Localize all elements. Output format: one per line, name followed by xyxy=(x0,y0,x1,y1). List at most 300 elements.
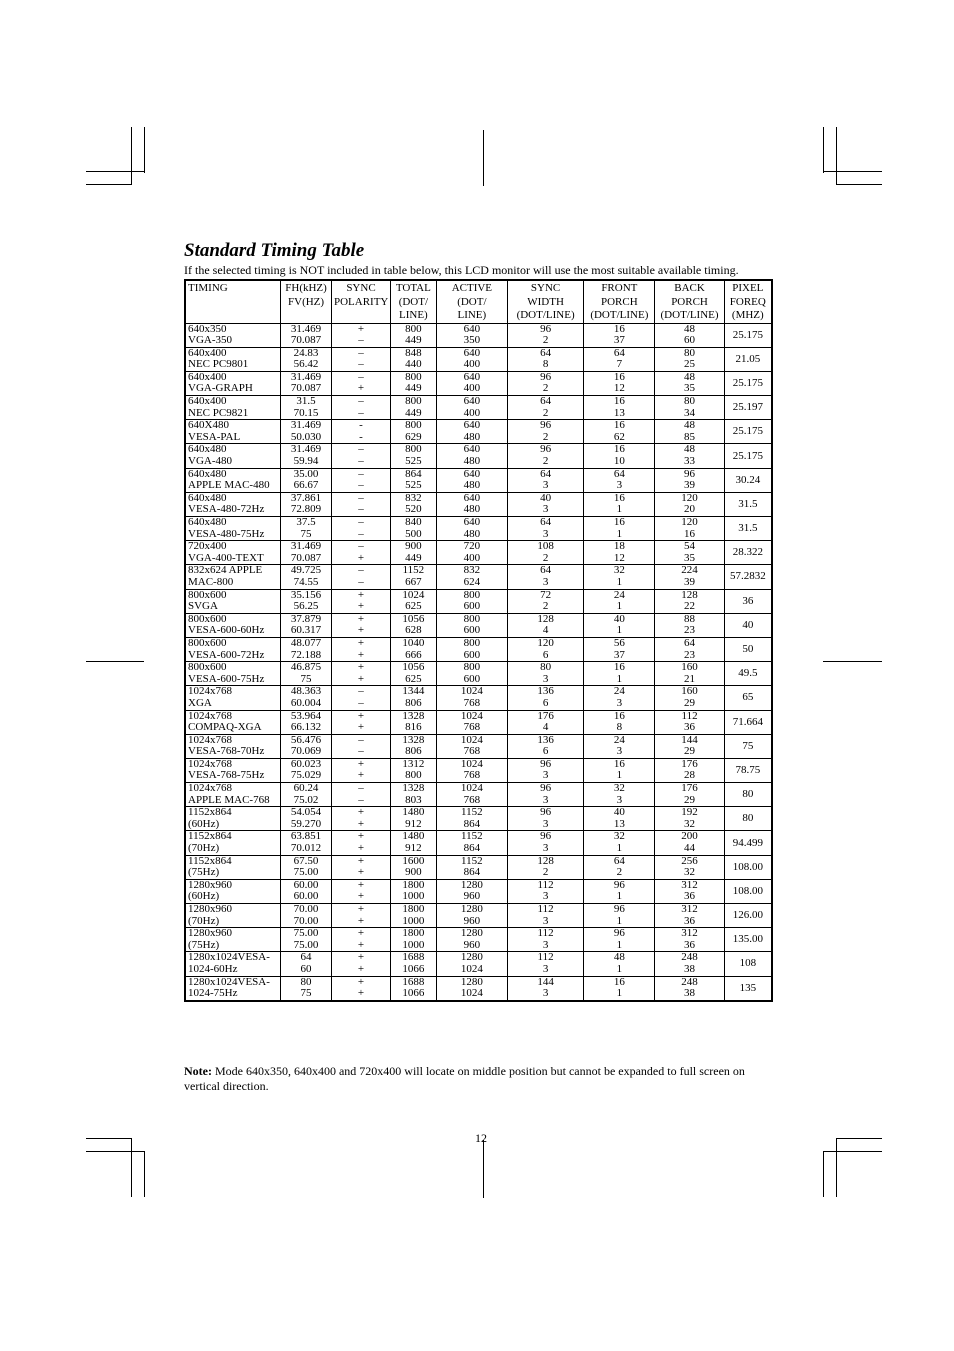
table-cell: 29 xyxy=(655,698,724,710)
table-row xyxy=(185,722,772,734)
table-cell: 1 xyxy=(584,625,655,637)
table-cell: 600 xyxy=(436,674,507,686)
table-cell: + xyxy=(331,383,390,395)
pixel-frequency-cell: 108.00 xyxy=(724,879,772,903)
table-cell: 60.004 xyxy=(281,698,332,710)
table-row xyxy=(185,625,772,637)
table-cell: 96 xyxy=(507,323,583,335)
table-cell: 3 xyxy=(584,746,655,758)
table-cell: 640 xyxy=(436,323,507,335)
table-cell: 144 xyxy=(655,734,724,746)
table-cell: 25 xyxy=(655,359,724,371)
table-cell: (60Hz) xyxy=(185,819,281,831)
table-cell: + xyxy=(331,637,390,649)
table-cell: 449 xyxy=(390,335,436,347)
table-cell: – xyxy=(331,335,390,347)
table-cell: 70.087 xyxy=(281,553,332,565)
crop-mark xyxy=(86,1151,144,1152)
table-cell: 640x350 xyxy=(185,323,281,335)
table-cell: 36 xyxy=(655,722,724,734)
table-cell: 23 xyxy=(655,625,724,637)
table-cell: 24.83 xyxy=(281,347,332,359)
table-cell: XGA xyxy=(185,698,281,710)
table-cell: VESA-600-75Hz xyxy=(185,674,281,686)
table-cell: 36 xyxy=(655,891,724,903)
table-cell: 768 xyxy=(436,795,507,807)
table-row xyxy=(185,843,772,855)
table-cell: 16 xyxy=(584,420,655,432)
table-cell: 80 xyxy=(507,662,583,674)
table-cell: 70.012 xyxy=(281,843,332,855)
table-row xyxy=(185,456,772,468)
table-cell: 800x600 xyxy=(185,589,281,601)
table-cell: 1328 xyxy=(390,734,436,746)
table-cell: 70.087 xyxy=(281,383,332,395)
table-cell: + xyxy=(331,650,390,662)
table-cell: 16 xyxy=(584,758,655,770)
table-cell: + xyxy=(331,722,390,734)
table-row xyxy=(185,504,772,516)
column-header xyxy=(584,280,655,323)
column-header-line: ACTIVE xyxy=(451,282,493,294)
table-cell: 1280 xyxy=(436,928,507,940)
table-cell: 3 xyxy=(507,674,583,686)
table-cell: 1 xyxy=(584,529,655,541)
table-cell: 800 xyxy=(436,637,507,649)
pixel-frequency-cell: 50 xyxy=(724,637,772,661)
crop-mark xyxy=(823,1151,882,1152)
table-cell: 16 xyxy=(584,323,655,335)
table-cell: 1312 xyxy=(390,758,436,770)
table-cell: 1056 xyxy=(390,662,436,674)
table-cell: 22 xyxy=(655,601,724,613)
table-cell: 624 xyxy=(436,577,507,589)
table-row xyxy=(185,359,772,371)
table-cell: 666 xyxy=(390,650,436,662)
crop-mark xyxy=(823,1151,824,1197)
table-row xyxy=(185,553,772,565)
table-cell: 64 xyxy=(507,565,583,577)
table-cell: 806 xyxy=(390,746,436,758)
page-title: Standard Timing Table xyxy=(184,240,365,261)
table-cell: 96 xyxy=(655,468,724,480)
table-cell: 800 xyxy=(436,662,507,674)
table-cell: 80 xyxy=(655,347,724,359)
table-row xyxy=(185,529,772,541)
table-cell: + xyxy=(331,589,390,601)
column-header-line: FOREQ xyxy=(729,295,766,308)
table-row xyxy=(185,758,772,770)
table-cell: 1 xyxy=(584,916,655,928)
table-cell: 176 xyxy=(655,758,724,770)
table-cell: – xyxy=(331,468,390,480)
table-cell: 1688 xyxy=(390,952,436,964)
table-cell: 640 xyxy=(436,347,507,359)
table-cell: – xyxy=(331,480,390,492)
table-cell: 7 xyxy=(584,359,655,371)
table-row xyxy=(185,577,772,589)
table-cell: 1 xyxy=(584,577,655,589)
table-cell: 35.00 xyxy=(281,468,332,480)
table-cell: 640x480 xyxy=(185,444,281,456)
table-cell: – xyxy=(331,504,390,516)
table-cell: 12 xyxy=(584,383,655,395)
table-cell: 248 xyxy=(655,976,724,988)
table-row xyxy=(185,383,772,395)
table-cell: 12 xyxy=(584,553,655,565)
table-row xyxy=(185,940,772,952)
crop-mark xyxy=(86,184,132,185)
table-cell: 1328 xyxy=(390,710,436,722)
table-cell: NEC PC9801 xyxy=(185,359,281,371)
table-cell: 1152x864 xyxy=(185,855,281,867)
table-cell: (75Hz) xyxy=(185,867,281,879)
table-cell: 16 xyxy=(584,976,655,988)
pixel-frequency-cell: 94.499 xyxy=(724,831,772,855)
table-cell: 96 xyxy=(507,758,583,770)
table-cell: 256 xyxy=(655,855,724,867)
table-cell: 28 xyxy=(655,770,724,782)
table-cell: 80 xyxy=(655,396,724,408)
column-header-line: LINE) xyxy=(399,309,428,321)
table-cell: 1 xyxy=(584,891,655,903)
column-header-line: (DOT/ xyxy=(398,295,429,308)
table-cell: 3 xyxy=(507,504,583,516)
table-cell: 64 xyxy=(655,637,724,649)
crop-mark xyxy=(823,171,882,172)
table-cell: 112 xyxy=(507,952,583,964)
table-row xyxy=(185,323,772,335)
table-cell: 70.087 xyxy=(281,335,332,347)
table-cell: 2 xyxy=(507,432,583,444)
table-cell: 1024 xyxy=(436,758,507,770)
table-body xyxy=(185,323,772,1001)
table-cell: 48.077 xyxy=(281,637,332,649)
table-cell: 629 xyxy=(390,432,436,444)
table-cell: 628 xyxy=(390,625,436,637)
table-cell: 640x480 xyxy=(185,468,281,480)
table-cell: 74.55 xyxy=(281,577,332,589)
table-cell: 800 xyxy=(390,323,436,335)
column-header-line: (MHZ) xyxy=(731,309,764,321)
table-cell: 72 xyxy=(507,589,583,601)
table-cell: 1024 xyxy=(436,783,507,795)
table-cell: 2 xyxy=(507,335,583,347)
table-cell: 48 xyxy=(655,420,724,432)
table-cell: 75 xyxy=(281,674,332,686)
table-row xyxy=(185,444,772,456)
table-cell: 38 xyxy=(655,988,724,1001)
table-row xyxy=(185,928,772,940)
table-cell: 525 xyxy=(390,480,436,492)
table-cell: 96 xyxy=(507,444,583,456)
table-row xyxy=(185,879,772,891)
table-cell: APPLE MAC-480 xyxy=(185,480,281,492)
table-cell: – xyxy=(331,396,390,408)
table-cell: 900 xyxy=(390,541,436,553)
table-row xyxy=(185,734,772,746)
table-cell: 16 xyxy=(584,396,655,408)
table-cell: 640 xyxy=(436,444,507,456)
column-header-line: PORCH xyxy=(601,295,638,308)
table-cell: 34 xyxy=(655,408,724,420)
table-cell: 1 xyxy=(584,504,655,516)
table-cell: 48 xyxy=(655,371,724,383)
table-cell: 2 xyxy=(507,383,583,395)
crop-mark xyxy=(823,661,882,662)
table-cell: + xyxy=(331,831,390,843)
table-cell: 16 xyxy=(584,710,655,722)
pixel-frequency-cell: 65 xyxy=(724,686,772,710)
table-cell: 54 xyxy=(655,541,724,553)
table-cell: 56.42 xyxy=(281,359,332,371)
table-cell: 1066 xyxy=(390,964,436,976)
column-header-line: POLARITY xyxy=(333,295,389,308)
table-cell: VGA-350 xyxy=(185,335,281,347)
table-cell: 16 xyxy=(584,662,655,674)
table-cell: 1280 xyxy=(436,904,507,916)
table-cell: 2 xyxy=(507,601,583,613)
table-cell: 640x400 xyxy=(185,347,281,359)
column-header-line: FV(HZ) xyxy=(288,295,325,308)
pixel-frequency-cell: 80 xyxy=(724,807,772,831)
table-cell: 1280 xyxy=(436,976,507,988)
table-cell: 128 xyxy=(655,589,724,601)
column-header-line xyxy=(188,296,278,310)
table-cell: 480 xyxy=(436,504,507,516)
table-cell: 64 xyxy=(507,468,583,480)
table-cell: 176 xyxy=(507,710,583,722)
table-cell: 112 xyxy=(507,904,583,916)
table-cell: + xyxy=(331,855,390,867)
table-cell: 112 xyxy=(655,710,724,722)
table-cell: 48 xyxy=(584,952,655,964)
table-cell: 800 xyxy=(436,613,507,625)
table-cell: 66.67 xyxy=(281,480,332,492)
table-cell: 49.725 xyxy=(281,565,332,577)
table-cell: - xyxy=(331,420,390,432)
table-cell: 667 xyxy=(390,577,436,589)
table-cell: 800 xyxy=(390,444,436,456)
table-cell: 75.00 xyxy=(281,940,332,952)
table-cell: 120 xyxy=(655,517,724,529)
column-header-line: SYNC xyxy=(346,282,376,294)
table-cell: – xyxy=(331,529,390,541)
table-cell: 1344 xyxy=(390,686,436,698)
table-cell: 44 xyxy=(655,843,724,855)
table-row xyxy=(185,674,772,686)
table-row xyxy=(185,662,772,674)
table-cell: 96 xyxy=(584,879,655,891)
table-cell: 1024x768 xyxy=(185,710,281,722)
table-cell: + xyxy=(331,891,390,903)
crop-mark xyxy=(144,127,145,173)
table-row xyxy=(185,541,772,553)
table-cell: 1800 xyxy=(390,879,436,891)
table-cell: VESA-480-72Hz xyxy=(185,504,281,516)
table-cell: 29 xyxy=(655,746,724,758)
table-cell: 120 xyxy=(507,637,583,649)
table-cell: 1056 xyxy=(390,613,436,625)
column-header-line: LINE) xyxy=(457,309,487,321)
column-header-line: PIXEL xyxy=(732,282,764,294)
pixel-frequency-cell: 135.00 xyxy=(724,928,772,952)
table-cell: + xyxy=(331,807,390,819)
table-cell: 4 xyxy=(507,722,583,734)
table-cell: 1480 xyxy=(390,831,436,843)
table-row xyxy=(185,783,772,795)
timing-table xyxy=(184,279,773,1002)
pixel-frequency-cell: 31.5 xyxy=(724,492,772,516)
table-cell: 32 xyxy=(584,831,655,843)
table-cell: 640 xyxy=(436,517,507,529)
pixel-frequency-cell: 80 xyxy=(724,783,772,807)
table-cell: 1 xyxy=(584,964,655,976)
table-cell: 640x480 xyxy=(185,517,281,529)
table-cell: 640x400 xyxy=(185,371,281,383)
pixel-frequency-cell: 21.05 xyxy=(724,347,772,371)
table-cell: 24 xyxy=(584,686,655,698)
table-cell: 800 xyxy=(390,396,436,408)
table-cell: 960 xyxy=(436,891,507,903)
table-cell: 1000 xyxy=(390,891,436,903)
column-header xyxy=(331,280,390,323)
table-cell: 35 xyxy=(655,383,724,395)
table-cell: + xyxy=(331,976,390,988)
table-cell: 96 xyxy=(507,783,583,795)
table-cell: 1152 xyxy=(436,855,507,867)
table-cell: 56.25 xyxy=(281,601,332,613)
table-cell: 33 xyxy=(655,456,724,468)
table-cell: 832 xyxy=(390,492,436,504)
table-cell: 8 xyxy=(584,722,655,734)
table-cell: 1152x864 xyxy=(185,831,281,843)
table-row xyxy=(185,710,772,722)
table-cell: 3 xyxy=(507,819,583,831)
table-row xyxy=(185,916,772,928)
table-cell: + xyxy=(331,988,390,1001)
pixel-frequency-cell: 25.175 xyxy=(724,371,772,395)
table-cell: 20 xyxy=(655,504,724,516)
table-row xyxy=(185,976,772,988)
table-cell: + xyxy=(331,625,390,637)
table-cell: 803 xyxy=(390,795,436,807)
table-cell: 312 xyxy=(655,928,724,940)
table-cell: – xyxy=(331,734,390,746)
table-row xyxy=(185,468,772,480)
table-row xyxy=(185,650,772,662)
table-cell: 3 xyxy=(584,480,655,492)
table-cell: – xyxy=(331,347,390,359)
column-header xyxy=(507,280,583,323)
table-row xyxy=(185,517,772,529)
table-cell: 500 xyxy=(390,529,436,541)
pixel-frequency-cell: 36 xyxy=(724,589,772,613)
table-cell: + xyxy=(331,662,390,674)
pixel-frequency-cell: 25.175 xyxy=(724,420,772,444)
table-cell: 449 xyxy=(390,383,436,395)
table-cell: 1152 xyxy=(436,831,507,843)
crop-mark xyxy=(836,1138,882,1139)
table-cell: VESA-PAL xyxy=(185,432,281,444)
crop-mark xyxy=(86,661,144,662)
table-cell: 128 xyxy=(507,855,583,867)
table-cell: 75.00 xyxy=(281,867,332,879)
table-cell: 18 xyxy=(584,541,655,553)
table-cell: 400 xyxy=(436,383,507,395)
table-cell: + xyxy=(331,916,390,928)
table-row xyxy=(185,637,772,649)
table-cell: 54.054 xyxy=(281,807,332,819)
table-cell: 625 xyxy=(390,601,436,613)
table-cell: 16 xyxy=(655,529,724,541)
crop-mark xyxy=(483,130,484,186)
column-header-line: FH(kHZ) xyxy=(285,282,327,294)
table-cell: 31.469 xyxy=(281,541,332,553)
table-cell: – xyxy=(331,517,390,529)
table-cell: 85 xyxy=(655,432,724,444)
table-cell: NEC PC9821 xyxy=(185,408,281,420)
table-cell: 640 xyxy=(436,492,507,504)
table-cell: 128 xyxy=(507,613,583,625)
table-row xyxy=(185,589,772,601)
table-cell: 60.317 xyxy=(281,625,332,637)
table-cell: 13 xyxy=(584,408,655,420)
table-cell: + xyxy=(331,553,390,565)
table-cell: 6 xyxy=(507,650,583,662)
column-header-line xyxy=(188,309,278,323)
table-row xyxy=(185,408,772,420)
table-cell: (60Hz) xyxy=(185,891,281,903)
table-cell: 38 xyxy=(655,964,724,976)
table-cell: 3 xyxy=(507,843,583,855)
table-cell: SVGA xyxy=(185,601,281,613)
table-cell: 1280x1024VESA- xyxy=(185,952,281,964)
table-cell: 520 xyxy=(390,504,436,516)
column-header-line: (DOT/LINE) xyxy=(590,309,649,321)
table-cell: 31.469 xyxy=(281,323,332,335)
table-cell: 449 xyxy=(390,553,436,565)
table-cell: 64 xyxy=(507,347,583,359)
table-cell: COMPAQ-XGA xyxy=(185,722,281,734)
pixel-frequency-cell: 71.664 xyxy=(724,710,772,734)
table-cell: 1480 xyxy=(390,807,436,819)
table-cell: 16 xyxy=(584,492,655,504)
table-cell: 37 xyxy=(584,335,655,347)
table-cell: 832 xyxy=(436,565,507,577)
table-row xyxy=(185,952,772,964)
table-cell: 1024x768 xyxy=(185,783,281,795)
table-cell: 1024 xyxy=(436,686,507,698)
table-cell: 3 xyxy=(507,795,583,807)
table-cell: 720 xyxy=(436,541,507,553)
table-cell: (70Hz) xyxy=(185,916,281,928)
pixel-frequency-cell: 108 xyxy=(724,952,772,976)
table-cell: 1024-60Hz xyxy=(185,964,281,976)
table-cell: 960 xyxy=(436,916,507,928)
table-cell: 50.030 xyxy=(281,432,332,444)
crop-mark xyxy=(131,127,132,185)
table-cell: 35 xyxy=(655,553,724,565)
table-cell: – xyxy=(331,565,390,577)
column-header xyxy=(436,280,507,323)
table-cell: 480 xyxy=(436,456,507,468)
table-cell: + xyxy=(331,952,390,964)
table-cell: 1040 xyxy=(390,637,436,649)
table-cell: 56 xyxy=(584,637,655,649)
table-cell: 350 xyxy=(436,335,507,347)
table-row xyxy=(185,770,772,782)
